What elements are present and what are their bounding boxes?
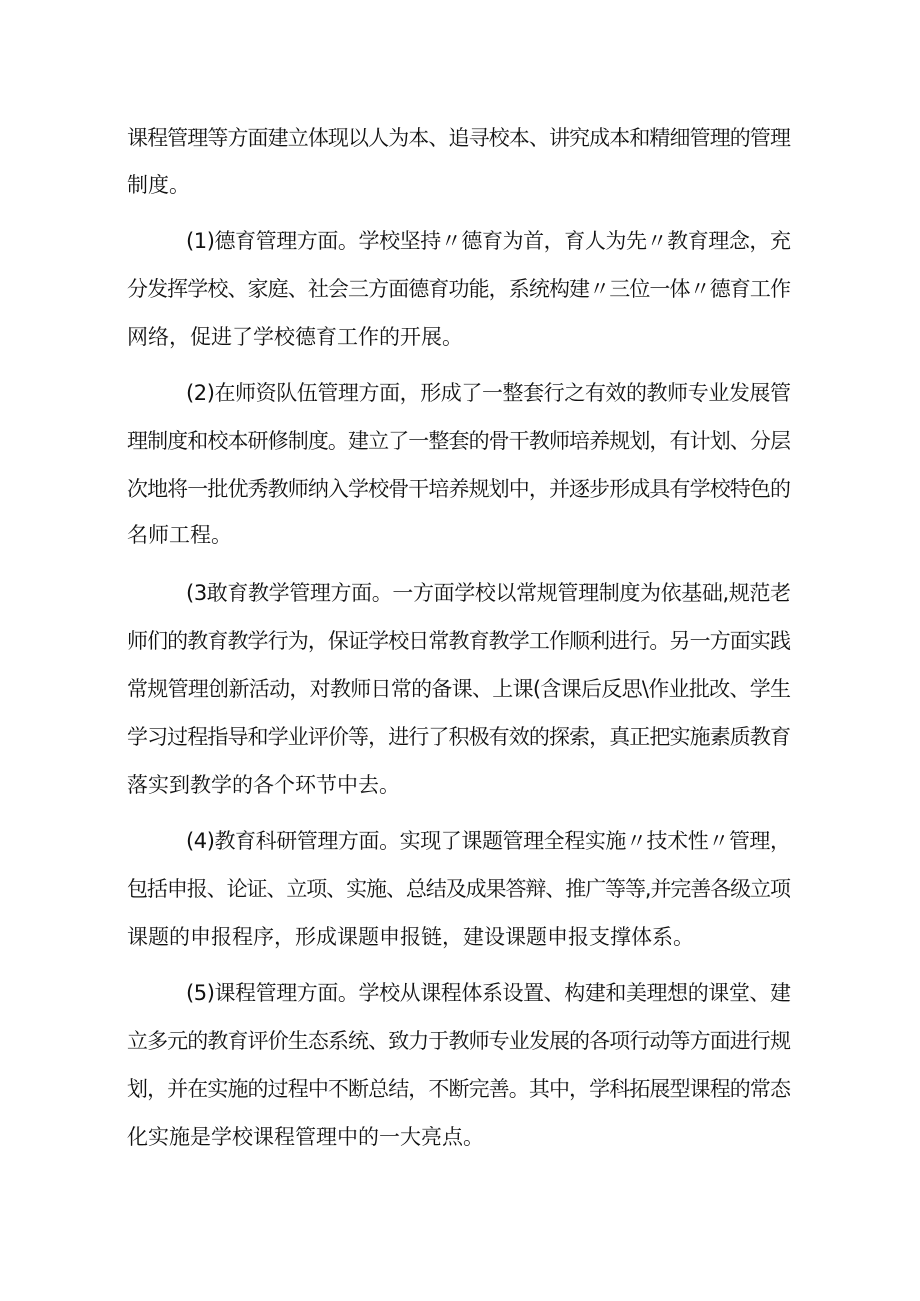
paragraph-6-line-2: 立多元的教育评价生态系统、致力于教师专业发展的各项行动等方面进行规 [127, 1029, 791, 1053]
paragraph-6-line-4: 化实施是学校课程管理中的一大亮点。 [127, 1125, 484, 1149]
paragraph-3-line-1: (2)在师资队伍管理方面，形成了一整套行之有效的教师专业发展管 [186, 381, 791, 405]
paragraph-1-line-1: 课程管理等方面建立体现以人为本、追寻校本、讲究成本和精细管理的管理 [127, 126, 791, 150]
paragraph-5-line-3: 课题的申报程序，形成课题申报链，建设课题申报支撑体系。 [127, 925, 694, 949]
paragraph-6-line-3: 划，并在实施的过程中不断总结，不断完善。其中，学科拓展型课程的常态 [127, 1077, 791, 1101]
paragraph-4-line-3: 常规管理创新活动，对教师日常的备课、上课(含课后反思\作业批改、学生 [127, 677, 791, 701]
paragraph-5-line-1: (4)教育科研管理方面。实现了课题管理全程实施〃技术性〃管理， [186, 829, 791, 853]
paragraph-5-line-2: 包括申报、论证、立项、实施、总结及成果答辩、推广等等,并完善各级立项 [127, 877, 790, 901]
paragraph-2-line-1: (1)德育管理方面。学校坚持〃德育为首，育人为先〃教育理念，充 [186, 229, 791, 253]
paragraph-2-line-2: 分发挥学校、家庭、社会三方面德育功能，系统构建〃三位一体〃德育工作 [127, 277, 791, 301]
paragraph-2-line-3: 网络，促进了学校德育工作的开展。 [127, 325, 463, 349]
paragraph-4-line-1: (3敢育教学管理方面。一方面学校以常规管理制度为依基础,规范老 [186, 581, 791, 605]
paragraph-3-line-3: 次地将一批优秀教师纳入学校骨干培养规划中，并逐步形成具有学校特色的 [127, 477, 791, 501]
paragraph-4-line-2: 师们的教育教学行为，保证学校日常教育教学工作顺利进行。另一方面实践 [127, 629, 791, 653]
paragraph-6-line-1: (5)课程管理方面。学校从课程体系设置、构建和美理想的课堂、建 [186, 981, 791, 1005]
paragraph-4-line-4: 学习过程指导和学业评价等，进行了积极有效的探索，真正把实施素质教育 [127, 725, 791, 749]
paragraph-3-line-2: 理制度和校本研修制度。建立了一整套的骨干教师培养规划，有计划、分层 [127, 429, 791, 453]
paragraph-4-line-5: 落实到教学的各个环节中去。 [127, 773, 400, 797]
paragraph-3-line-4: 名师工程。 [127, 523, 232, 547]
paragraph-1-line-2: 制度。 [127, 173, 190, 197]
